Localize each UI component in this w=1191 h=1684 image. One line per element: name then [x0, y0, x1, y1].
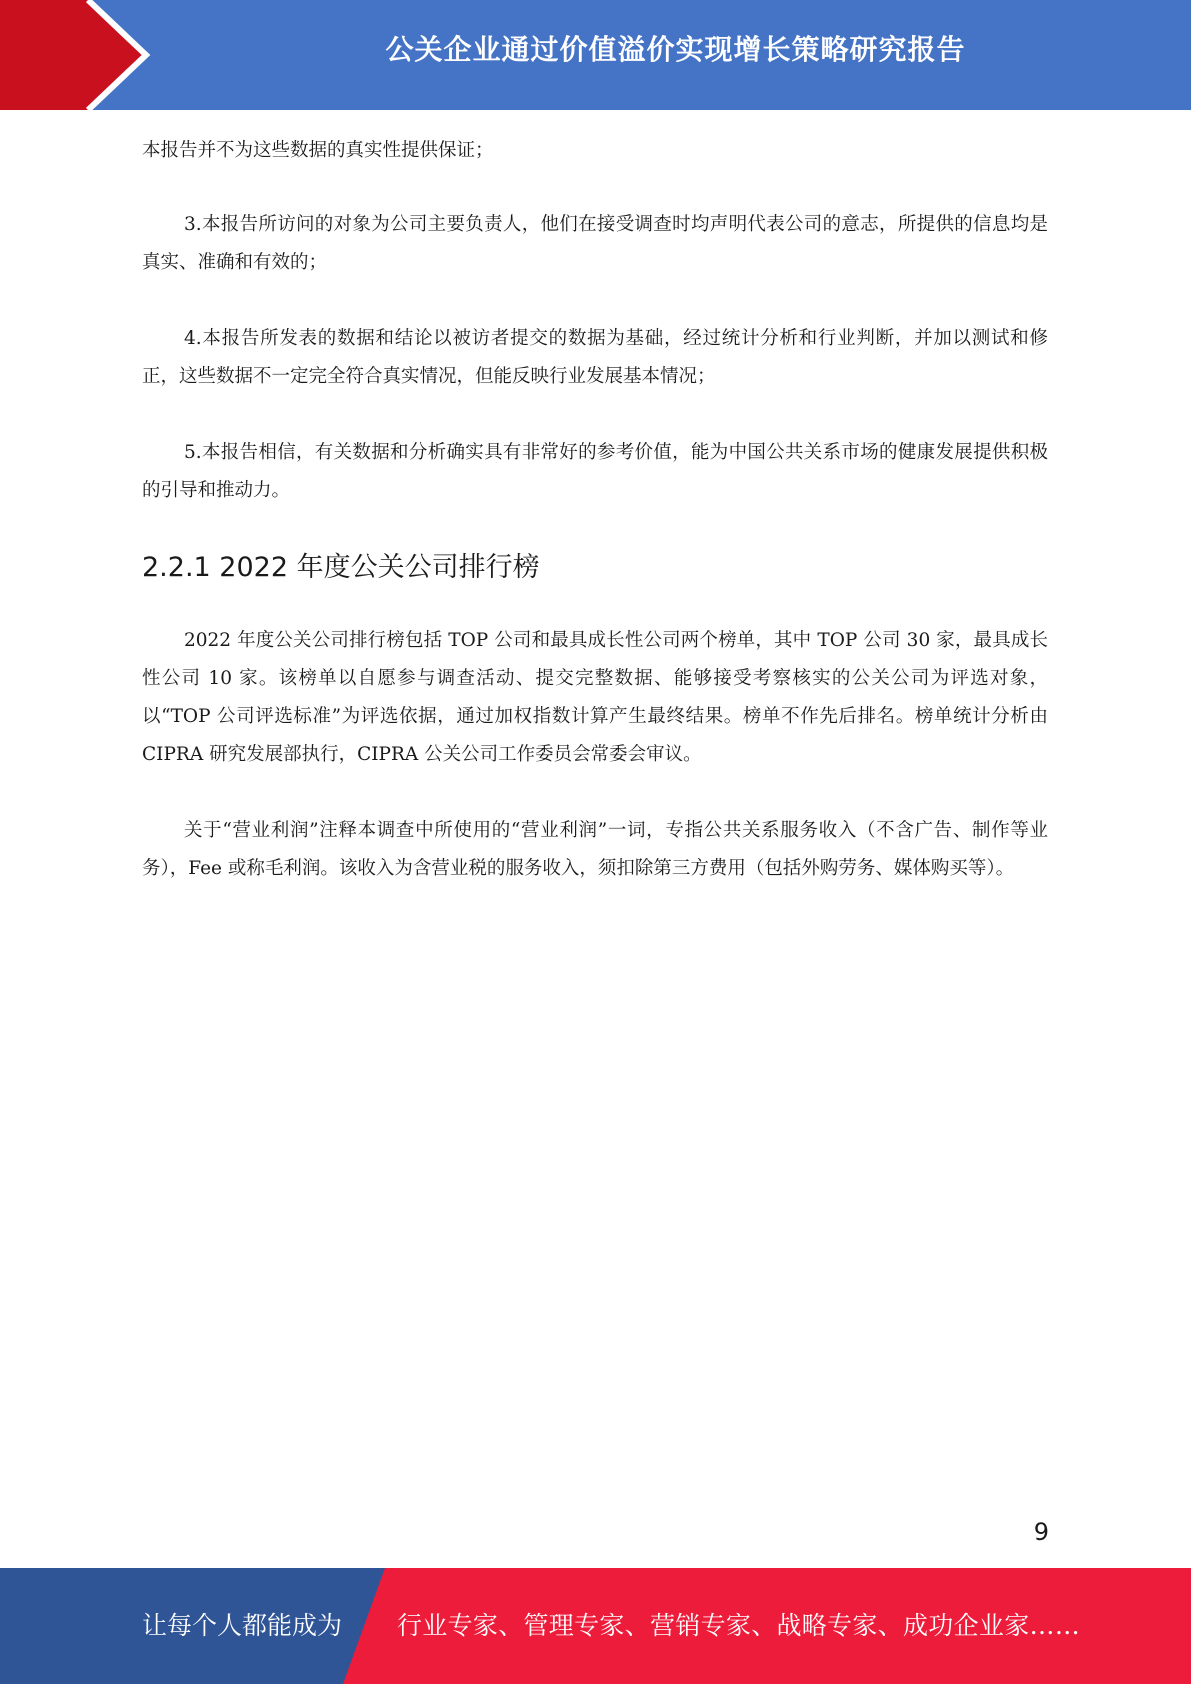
- paragraph: 3.本报告所访问的对象为公司主要负责人，他们在接受调查时均声明代表公司的意志，所提供的信息均是真实、准确和有效的；: [142, 214, 1048, 273]
- page-number: 9: [1033, 1518, 1049, 1546]
- paragraph: 本报告并不为这些数据的真实性提供保证；: [142, 140, 494, 161]
- footer-slogan-right: 行业专家、管理专家、营销专家、战略专家、成功企业家……: [397, 1611, 1081, 1640]
- page-header: [0, 0, 1191, 110]
- paragraph: 关于“营业利润”注释本调查中所使用的“营业利润”一词，专指公共关系服务收入（不含广告、制作等业务），Fee 或称毛利润。该收入为含营业税的服务收入，须扣除第三方费用（包括外购劳务、媒体购买等）。: [142, 820, 1048, 879]
- section-heading: 2.2.1 2022 年度公关公司排行榜: [142, 552, 540, 583]
- header-chevron-decoration: [0, 0, 160, 110]
- paragraph: 2022 年度公关公司排行榜包括 TOP 公司和最具成长性公司两个榜单，其中 TOP 公司 30 家，最具成长性公司 10 家。该榜单以自愿参与调查活动、提交完整数据、能够接受考察核实的公关公司为评选对象，以“TOP 公司评选标准”为评选依据，通过加权指数计算产生最终结果。榜单不作先后排名。榜单统计分析由 CIPRA 研究发展部执行，CIPRA 公关公司工作委员会常委会审议。: [142, 630, 1048, 765]
- footer-slogan-left: 让每个人都能成为: [142, 1611, 343, 1640]
- paragraph: 5.本报告相信，有关数据和分析确实具有非常好的参考价值，能为中国公共关系市场的健康发展提供积极的引导和推动力。: [142, 442, 1048, 501]
- paragraph: 4.本报告所发表的数据和结论以被访者提交的数据为基础，经过统计分析和行业判断，并加以测试和修正，这些数据不一定完全符合真实情况，但能反映行业发展基本情况；: [142, 328, 1048, 387]
- report-title: 公关企业通过价值溢价实现增长策略研究报告: [385, 33, 966, 66]
- page-content: [142, 132, 1048, 926]
- page-footer: [0, 1568, 1191, 1684]
